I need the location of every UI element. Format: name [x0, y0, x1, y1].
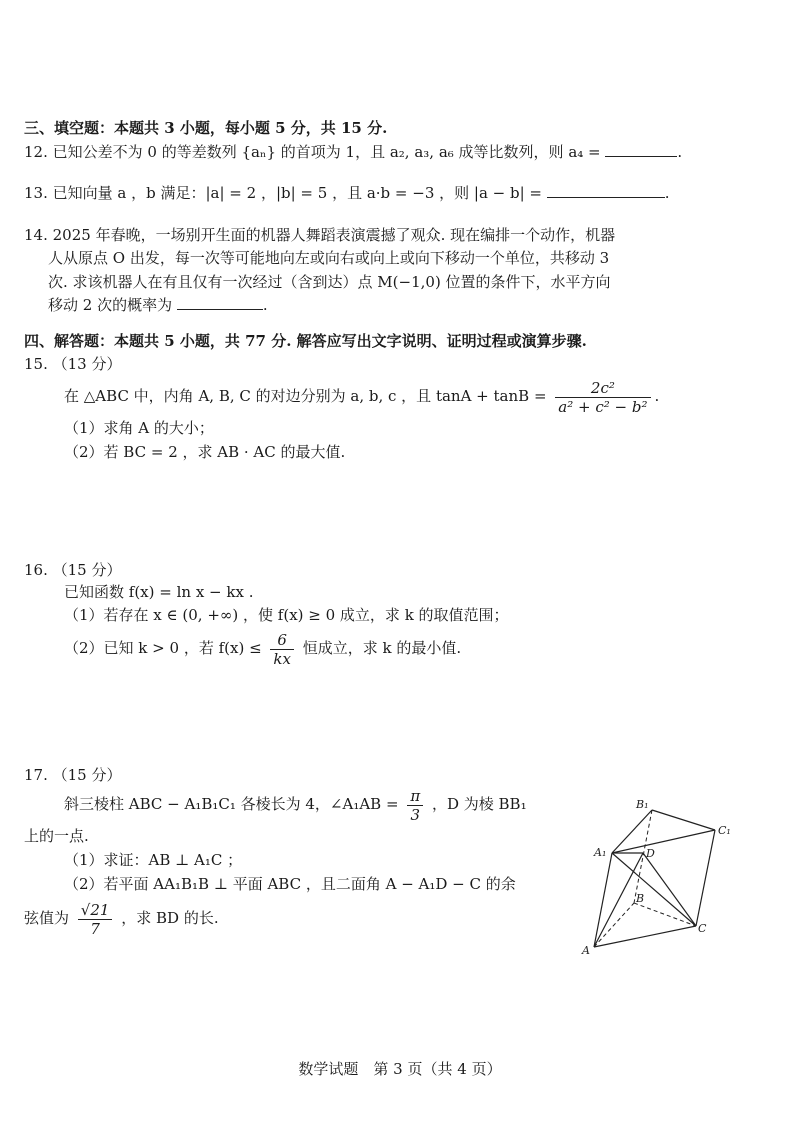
- edge-A1-C1: [612, 830, 715, 853]
- page-footer: 数学试题 第 3 页（共 4 页）: [298, 1060, 502, 1078]
- label-C: C: [698, 922, 707, 935]
- answer-blank-13: [547, 183, 665, 198]
- question-15-part2: （2）若 BC = 2 ，求 AB · AC 的最大值.: [64, 443, 346, 461]
- question-17-cos-num: √21: [78, 901, 113, 920]
- question-15-stem: 在 △ABC 中，内角 A, B, C 的对边分别为 a, b, c ，且 tanA + tanB = $\frac{\text{2c²}}{\text{a² + c² − b²}}$ .: [64, 378, 660, 416]
- question-14-line3: 次. 求该机器人在有且仅有一次经过（含到达）点 M(−1,0) 位置的条件下，水平方向: [48, 273, 611, 291]
- edge-A-A1: [594, 853, 612, 947]
- question-14-text: 移动 2 次的概率为: [48, 296, 173, 314]
- edge-B1-C1: [652, 810, 715, 830]
- question-12: 12. 已知公差不为 0 的等差数列 {aₙ} 的首项为 1，且 a₂, a₃, a₆ 成等比数列，则 a₄ = .: [24, 143, 683, 161]
- question-16-frac-den: kx: [273, 649, 291, 668]
- question-15-part1: （1）求角 A 的大小；: [64, 419, 214, 437]
- question-16-part1: （1）若存在 x ∈ (0, +∞) ，使 f(x) ≥ 0 成立，求 k 的取值范围；: [64, 606, 509, 624]
- section4-heading: 四、解答题：本题共 5 小题，共 77 分. 解答应写出文字说明、证明过程或演算步骤.: [24, 332, 587, 350]
- question-17-part2b: [24, 900, 219, 938]
- question-16-stem: 已知函数 f(x) = ln x − kx .: [64, 583, 254, 601]
- question-13: 13. 已知向量 a ，b 满足：|a| = 2 ，|b| = 5 ，且 a·b = −3 ，则 |a − b| = .: [24, 184, 670, 202]
- label-A1: A₁: [594, 846, 607, 859]
- question-16-part2-text-b: 恒成立，求 k 的最小值.: [302, 639, 462, 657]
- edge-D-C: [643, 853, 696, 926]
- question-14-line1: 14. 2025 年春晚，一场别开生面的机器人舞蹈表演震撼了观众. 现在编排一个动作，机器: [24, 226, 616, 244]
- prism-figure: [570, 790, 750, 965]
- section3-heading: 三、填空题：本题共 3 小题，每小题 5 分，共 15 分.: [24, 119, 388, 137]
- question-15-stem-text: 在 △ABC 中，内角 A, B, C 的对边分别为 a, b, c ，且 tanA + tanB =: [64, 387, 547, 405]
- answer-blank-12: [605, 142, 677, 157]
- question-15-number: 15. （13 分）: [24, 355, 122, 373]
- question-14-line4: 移动 2 次的概率为 .: [48, 296, 268, 314]
- question-16-number: 16. （15 分）: [24, 561, 122, 579]
- question-17-stem-text-a: 斜三棱柱 ABC − A₁B₁C₁ 各棱长为 4，∠A₁AB =: [64, 795, 399, 813]
- question-17-part1: （1）求证：AB ⊥ A₁C ；: [64, 851, 243, 869]
- question-17-cos-den: 7: [90, 919, 100, 938]
- question-17-cos-fraction: [78, 901, 113, 938]
- question-16-part2: [64, 630, 461, 668]
- question-17-part2a: （2）若平面 AA₁B₁B ⊥ 平面 ABC ，且二面角 A − A₁D − C 的余: [64, 875, 516, 893]
- question-17-part2-text-b: 弦值为: [24, 909, 70, 927]
- question-15-frac-num: 2c²: [555, 379, 650, 398]
- question-17-part2-text-c: ，求 BD 的长.: [121, 909, 219, 927]
- question-16-frac-num: 6: [270, 631, 294, 650]
- label-A: A: [582, 944, 590, 957]
- question-17-frac-den: 3: [410, 805, 421, 824]
- question-13-text: 13. 已知向量 a ，b 满足：|a| = 2 ，|b| = 5 ，且 a·b = −3 ，则 |a − b| =: [24, 184, 542, 202]
- question-16-fraction: [270, 631, 294, 668]
- question-17-stem-c: 上的一点.: [24, 827, 89, 845]
- edge-C1-C: [696, 830, 715, 926]
- label-B1: B₁: [636, 798, 649, 811]
- answer-blank-14: [177, 295, 263, 310]
- question-15-fraction: [555, 379, 650, 416]
- question-16-part2-text-a: （2）已知 k > 0 ，若 f(x) ≤: [64, 639, 262, 657]
- edge-B-C-hidden: [634, 903, 696, 926]
- question-17-stem: [64, 786, 527, 824]
- question-14-line2: 人从原点 O 出发，每一次等可能地向左或向右或向上或向下移动一个单位，共移动 3: [48, 249, 610, 267]
- question-17-stem-text-b: ，D 为棱 BB₁: [431, 795, 527, 813]
- question-15-frac-den: a² + c² − b²: [558, 397, 648, 416]
- question-17-frac-num: π: [407, 787, 423, 806]
- label-D: D: [646, 847, 655, 860]
- label-B: B: [636, 892, 645, 905]
- question-17-number: 17. （15 分）: [24, 766, 122, 784]
- question-17-fraction: [407, 787, 423, 824]
- question-12-text: 12. 已知公差不为 0 的等差数列 {aₙ} 的首项为 1，且 a₂, a₃, a₆ 成等比数列，则 a₄ =: [24, 143, 601, 161]
- label-C1: C₁: [718, 824, 731, 837]
- edge-A-C: [594, 926, 696, 947]
